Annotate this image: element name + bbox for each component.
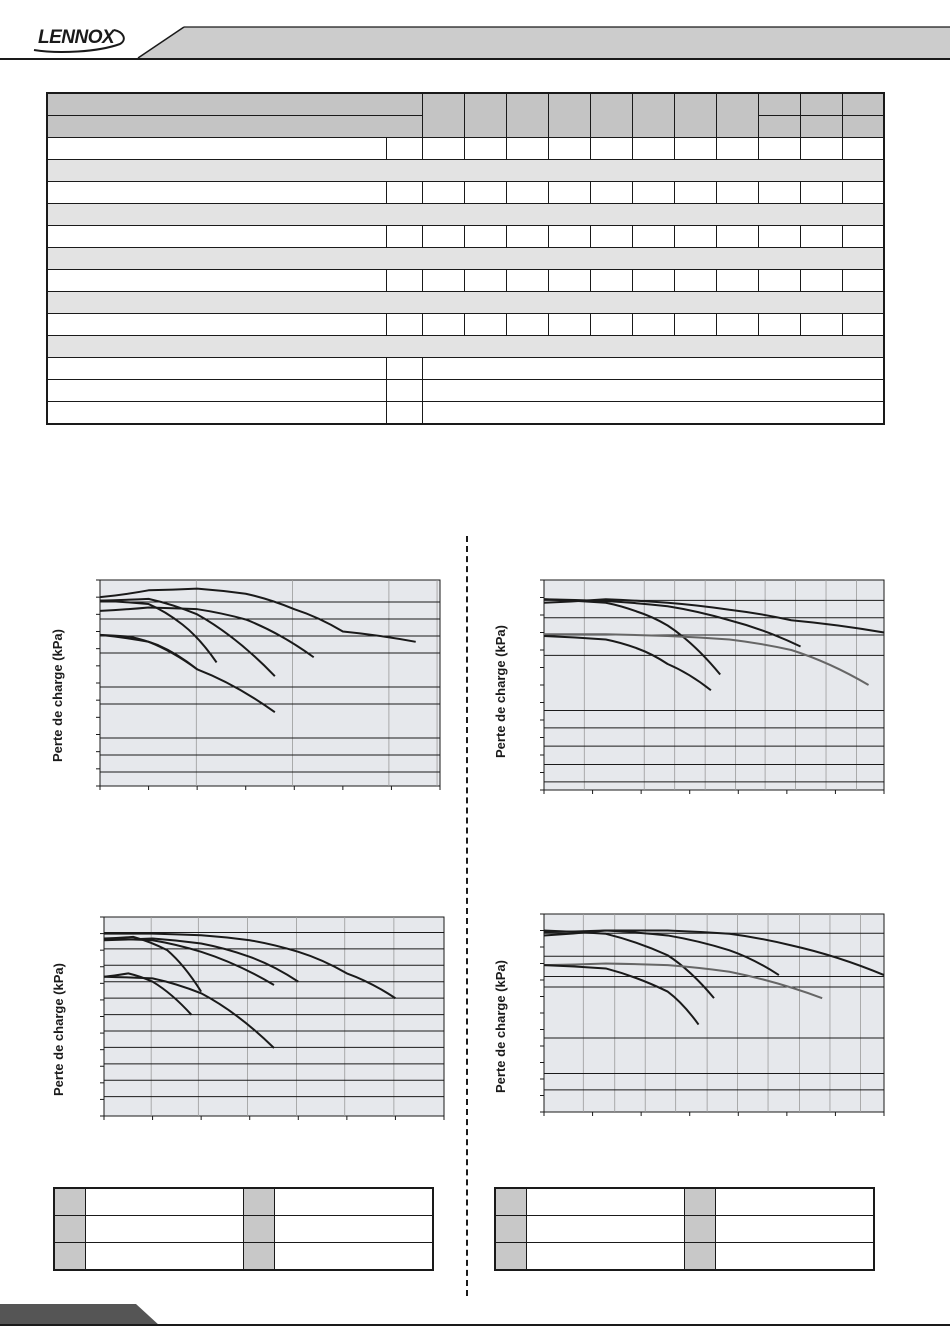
- table-row: [47, 270, 884, 292]
- footer-line: [0, 1324, 950, 1326]
- chart-4-y-label: Perte de charge (kPa): [493, 960, 508, 1093]
- specification-table: [46, 92, 885, 425]
- table-row: [47, 380, 884, 402]
- table-row: [47, 226, 884, 248]
- pressure-drop-chart-2: [534, 576, 890, 800]
- table-section-row: [47, 336, 884, 358]
- header-band: [0, 0, 950, 60]
- pressure-drop-chart-1: [90, 576, 446, 796]
- pressure-drop-chart-3: [94, 913, 450, 1126]
- plot-area: [544, 914, 884, 1112]
- table-section-row: [47, 204, 884, 226]
- column-divider: [466, 536, 470, 1296]
- legend-table-left: [53, 1187, 434, 1271]
- table-section-row: [47, 292, 884, 314]
- table-section-row: [47, 160, 884, 182]
- plot-area: [544, 580, 884, 790]
- plot-area: [104, 917, 444, 1116]
- table-row: [47, 402, 884, 425]
- pressure-drop-chart-4: [534, 910, 890, 1122]
- lennox-logo: [28, 24, 128, 54]
- chart-3-y-label: Perte de charge (kPa): [51, 963, 66, 1096]
- chart-2-y-label: Perte de charge (kPa): [493, 625, 508, 758]
- table-row: [47, 314, 884, 336]
- legend-table-right: [494, 1187, 875, 1271]
- table-row: [47, 358, 884, 380]
- chart-1-y-label: Perte de charge (kPa): [50, 629, 65, 762]
- brand-name: LENNOX: [38, 27, 115, 48]
- table-row: [47, 138, 884, 160]
- table-row: [47, 182, 884, 204]
- table-section-row: [47, 248, 884, 270]
- table-header-row: [47, 93, 884, 116]
